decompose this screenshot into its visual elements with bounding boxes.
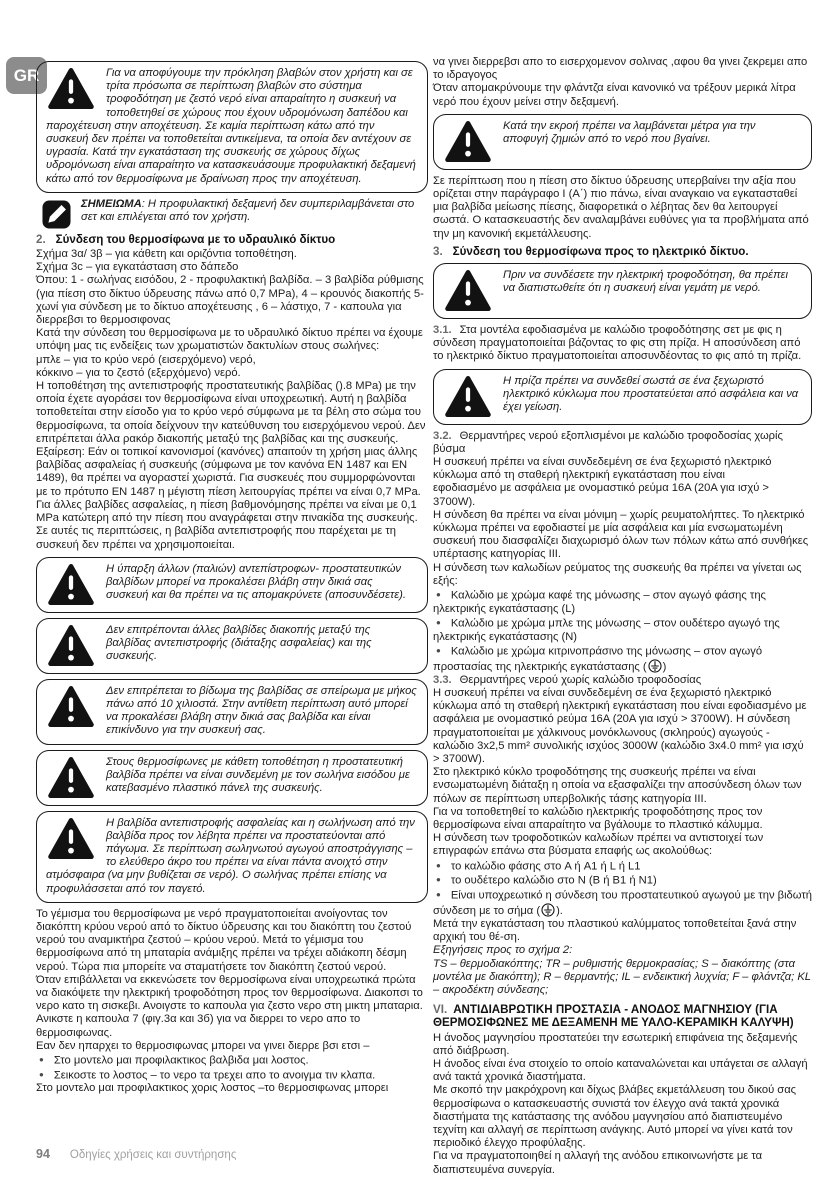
subsection-3-1 bbox=[433, 324, 812, 364]
warning-triangle-icon bbox=[48, 818, 94, 859]
list-item-text: Καλώδιο με χρώμα καφέ της μόνωσης – στον αγωγό φάσης της ηλεκτρικής εγκατάστασης (L) bbox=[433, 589, 766, 615]
list-item-text: Είναι υποχρεωτικό η σύνδεση του προστατευτικού αγωγού με την βιδωτή σύνδεση με το σήμα ( bbox=[433, 889, 813, 917]
section-3-title: Σύνδεση του θερμοσίφωνα προς το ηλεκτρικό δίκτυο. bbox=[452, 244, 749, 258]
subsection-3-3 bbox=[433, 674, 812, 687]
section-6-number: VI. bbox=[433, 1003, 448, 1017]
bullet-icon: ● bbox=[436, 590, 441, 600]
warning-box bbox=[36, 679, 428, 745]
pencil-icon bbox=[42, 200, 71, 229]
warning-triangle-icon bbox=[48, 757, 94, 798]
list-item bbox=[36, 1068, 428, 1083]
subsection-3-2-number: 3.2. bbox=[433, 429, 452, 442]
list-item-text: Στο μοντελο μαι προφιλακτικος βαλβιδα μαι λοστος. bbox=[53, 1054, 309, 1067]
paragraph: Για να τοποθετηθεί το καλώδιο ηλεκτρικής τροφοδότησης προς τον θερμοσίφωνα είναι απαραίτητο να βγάλουμε το πλαστικό κάλυμμα. bbox=[433, 805, 763, 832]
warning-triangle-icon bbox=[48, 625, 94, 666]
paragraph: Η τοποθέτηση της αντεπιστροφής προστατευτικής βαλβίδας ().8 MPa) με την οποία έχετε αγοράσει τον θερμοσίφωνα είναι υποχρεωτική. Αυτή η βαλβίδα τοποθετείται στην είσοδο για το κρύο νερό σύμφωνα με τα βέλη στο σώμα του θερμοσίφωνα, τα οποία δείχνουν την κατεύθυνση του εισερχόμενου νερού. Δεν επιτρέπεται άλλα ρακόρ διακοπής μεταξύ της βαλβίδας και της συσκευής. bbox=[36, 380, 426, 445]
list-item-text: το καλώδιο φάσης στο A ή A1 ή L ή L1 bbox=[450, 860, 641, 873]
warning-box bbox=[433, 263, 812, 319]
list-item bbox=[433, 644, 812, 674]
paragraph: Σε περίπτωση που η πίεση στο δίκτυο ύδρευσης υπερβαίνει την αξία που ορίζεται στην παράγραφο I (A΄) πιο πάνω, είναι αναγκαιο να εγκατασταθεί μια βαλβίδα μείωσης πίεσης, διαφορετικά ο λέβητας δεν θα λειτουργεί σωστά. Ο κατασκευαστής δεν αναλαμβάνει ευθύνες για τα προβλήματα από την μη κανονική εκμετάλλευσης. bbox=[433, 174, 809, 240]
paragraph: εφοδιασμένο με ασφάλεια με ονομαστικό ρεύμα 16A (20A για ισχύ > 3700W). bbox=[433, 482, 769, 508]
note-box bbox=[36, 198, 428, 229]
paragraph: Η σύνδεση θα πρέπει να είναι μόνιμη – χωρίς ρευματολήπτες. Το ηλεκτρικό κύκλωμα πρέπει να εφοδιαστεί με μία ασφάλεια και μία ενσωματωμένη συσκευή που διασφαλίζει διαχωρισμό όλων των πόλων κάτω από συνθήκες υπέρτασης κατηγορίας III. bbox=[433, 508, 809, 561]
warning-text: Για να αποφύγουμε την πρόκληση βλαβών στον χρήστη και σε τρίτα πρόσωπα σε περίπτωση βλαβών στο σύστημα τροφοδότηση με ζεστό νερό είναι απαραίτητο η συσκευή να τοποθετηθεί σε χώρους που έχουν υδρομόνωση δαπέδου και παροχέτευση στην αποχέτευση. Σε καμία περίπτωση κάτω από την συσκευή δεν πρέπει να τοποθετείται αντικείμενα, τα οποία δεν αντέχουν σε υγρασία. Κατά την εγκατάσταση της συσκευής σε χώρους δίχως υδρομόνωση είναι απαραίτητο να κατασκευάσουμε προφυλακτική δεξαμενή κάτω από τον θερμοσίφωνα με δραίνωση προς την αποχέτευση. bbox=[46, 67, 416, 185]
paragraph: Η άνοδος μαγνησίου προστατεύει την εσωτερική επιφάνεια της δεξαμενής από διάβρωση. bbox=[433, 1031, 798, 1057]
paragraph: Η συσκευή πρέπει να είναι συνδεδεμένη σε ένα ξεχωριστό ηλεκτρικό κύκλωμα από τη σταθερή ηλεκτρική εγκατάσταση που είναι εφοδιασμένο με ασφάλεια με ονομαστικό ρεύμα 16A (20A για ισχύ > 3700W). Η σύνδεση πραγματοποιείται με χάλκινους μονόκλωνους (σκληρούς) αγωγούς - καλώδιο 3x2,5 mm² συνολικής ισχύος 3000W (καλώδιο 3x4.0 mm² για ισχύ > 3700W). bbox=[433, 687, 807, 766]
warning-box bbox=[36, 557, 428, 613]
paragraph: Όταν επιβάλλεται να εκκενώσετε τον θερμοσίφωνα είναι υποχρεωτικά πρώτα να διακόψετε την ηλεκτρική τροφοδότηση προς τον θερμοσίφωνα. Διακοπσι το νερο κατο τη σισκεβι. Ανοιγστε το καπουλα για ζεστο νερο στη μικτη μπαταρια. Ανικστε η καπουλα 7 (φιγ.3α και 3б) για να διερρει το νερο απο το θερμοσιφωνας. bbox=[36, 973, 423, 1039]
warning-text: Η βαλβίδα αντεπιστροφής ασφαλείας και η σωλήνωση από την βαλβίδα προς τον λέβητα πρέπει να προστατεύονται από πάγωμα. Σε περίπτωση σωληνωτού αγωγού αποστράγγισης – το ελεύθερο άκρο του πρέπει να είναι πάντα ανοιχτό στην ατμόσφαιρα (να μην βυθίζεται σε νερό). Ο σωλήνας πρέπει επίσης να προφυλάσσεται από τον παγετό. bbox=[46, 816, 415, 895]
section-2-heading bbox=[36, 233, 428, 246]
section-3-heading bbox=[433, 245, 812, 258]
section-6-heading bbox=[433, 1003, 812, 1029]
paragraph: Όταν απομακρύνουμε την φλάντζα είναι κανονικό να τρέξουν μερικά λίτρα νερό που έχουν μείνει στην δεξαμενή. bbox=[433, 82, 796, 108]
paragraph: Κατά την σύνδεση του θερμοσίφωνα με το υδραυλικό δίκτυο πρέπει να έχουμε υπόψη μας τις ενδείξεις των χρωματιστών δακτυλίων στους σωλήνες: bbox=[36, 327, 423, 353]
warning-box bbox=[36, 61, 428, 193]
list-item-text: το ουδέτερο καλώδιο στο N (B ή B1 ή N1) bbox=[450, 874, 657, 887]
warning-box bbox=[433, 369, 812, 425]
left-column bbox=[36, 56, 428, 1096]
section-2-title: Σύνδεση του θερμοσίφωνα με το υδραυλικό δίκτυο bbox=[55, 232, 336, 246]
paragraph: Σχήμα 3α/ 3β – για κάθετη και οριζόντια τοποθέτηση. bbox=[36, 248, 297, 261]
paragraph: Με σκοπό την μακρόχρονη και δίχως βλάβες εκμετάλλευση του δικού σας θερμοσίφωνα ο κατασκευαστής συνιστά τον έλεγχο ανά τακτά χρονικά διαστήματα της κατάστασης της ανόδου μαγνησίου από διαπιστευμένο τεχνίτη και αλλαγή σε περίπτωση ανάγκης. Αυτό μπορεί να γίνει κατά τον περιοδικό έλεγχο προφύλαξης. bbox=[433, 1084, 797, 1150]
language-tab-label: GR bbox=[13, 65, 40, 85]
warning-text: Δεν επιτρέπονται άλλες βαλβίδες διακοπής μεταξύ της βαλβίδας αντεπιστροφής (διάταξης ασφαλείας) και της συσκευής. bbox=[106, 623, 372, 663]
figure-legend: TS – θερμοδιακόπτης; TR – ρυθμιστής θερμοκρασίας; S – διακόπτης (στα μοντέλα με διακόπτη); R – θερμαντής; IL – ενδεικτική λυχνία; F – φλάντζα; KL – ακροδέκτη σύνδεσης; bbox=[433, 957, 811, 996]
list-item bbox=[433, 588, 812, 616]
page-footer bbox=[36, 1148, 236, 1162]
list-item bbox=[433, 859, 812, 874]
warning-box bbox=[36, 618, 428, 674]
note-label: ΣΗΜΕΙΩΜΑ bbox=[81, 197, 142, 210]
warning-text: Η ύπαρξη άλλων (παλιών) αντεπίστροφων- προστατευτικών βαλβίδων μπορεί να προκαλέσει βλάβη στην δικιά σας συσκευή και θα πρέπει να τις απομακρύνετε (αποσυνδέσετε). bbox=[106, 562, 406, 602]
paragraph: Στο ηλεκτρικό κύκλο τροφοδότησης της συσκευής πρέπει να είναι ενσωματωμένη διάταξη η οποία να εξασφαλίζει την αποσύνδεση όλων των πόλων σε περίπτωση υπερβολικής τάσης κατηγορία III. bbox=[433, 766, 802, 805]
section-3-number: 3. bbox=[433, 244, 443, 258]
bullet-icon: ● bbox=[436, 875, 441, 885]
warning-triangle-icon bbox=[48, 68, 94, 109]
paragraph: να γινει διερρεβσι απο το εισερχομενον σολινας ,αφου θα γινει ζεκρεμει απο το ιδραγογος bbox=[433, 56, 808, 82]
paragraph: μπλε – για το κρύο νερό (εισερχόμενο) νερό, bbox=[36, 353, 256, 366]
bullet-icon: ● bbox=[436, 645, 441, 655]
section-2-number: 2. bbox=[36, 232, 46, 246]
paragraph: Η άνοδος είναι ένα στοιχείο το οποίο καταναλώνεται και υπάγεται σε αλλαγή ανά τακτά χρονικά διαστήματα. bbox=[433, 1057, 808, 1084]
subsection-3-2 bbox=[433, 430, 812, 456]
paragraph: Το γέμισμα του θερμοσίφωνα με νερό πραγματοποιείται ανοίγοντας τον διακόπτη κρύου νερού από το δίκτυο ύδρευσης και του διακόπτη του ζεστού νερού του αναμικτήρα ζεστού – κρύου νερού. Μετά το γέμισμα του θερμοσίφωνα από τη μπαταρία ανάμιξης πρέπει να τρέχει αδιάκοπη δέσμη νερού. Τώρα πια μπορείτε να σταματήσετε τον διακόπτη ζεστού νερού. bbox=[36, 907, 412, 973]
warning-box bbox=[36, 750, 428, 806]
list-item-text: Καλώδιο με χρώμα μπλε της μόνωσης – στον ουδέτερο αγωγό της ηλεκτρικής εγκατάστασης (N) bbox=[433, 617, 780, 643]
warning-triangle-icon bbox=[445, 270, 491, 311]
warning-box bbox=[36, 811, 428, 903]
paragraph: Μετά την εγκατάσταση του πλαστικού καλύμματος τοποθετείται ξανά στην αρχική του θέ-ση. bbox=[433, 917, 797, 944]
subsection-3-3-number: 3.3. bbox=[433, 673, 452, 686]
list-item-text: Σεικοστε το λοστος – το νερο τα τρεχει απο το ανοιγμα τιν κλαπα. bbox=[53, 1069, 376, 1082]
page-number: 94 bbox=[36, 1147, 50, 1161]
paragraph: Εξαίρεση: Εάν οι τοπικοί κανονισμοί (κανόνες) απαιτούν τη χρήση μιας άλλης βαλβίδας ασφαλείας ή συσκευής (σύμφωνα με τον κανόνα EN 1487 και EN 1489), θα πρέπει να αγοραστεί χωριστά. Για συσκευές που συμμορφώνονται με το πρότυπο EN 1487 η μέγιστη πίεση λειτουργίας πρέπει να είναι 0,7 MPa. Για άλλες βαλβίδες ασφαλείας, η πίεση βαθμονόμησης πρέπει να είναι με 0,1 MPa κατώτερη από την πίεση που αναγράφεται στην πινακίδα της συσκευής. Σε αυτές τις περιπτώσεις, η βαλβίδα αντεπιστροφής που παρέχεται με τη συσκευή δεν πρέπει να χρησιμοποιείται. bbox=[36, 446, 421, 551]
paragraph: Η σύνδεση των καλωδίων ρεύματος της συσκευής θα πρέπει να γίνεται ως εξής: bbox=[433, 561, 802, 587]
footer-text: Οδηγίες χρήσεις και συντήρησης bbox=[69, 1149, 237, 1161]
note-text: : Η προφυλακτική δεξαμενή δεν συμπεριλαμβάνεται στο σετ και επιλέγεται από τον χρήστη. bbox=[81, 197, 415, 224]
list-item bbox=[433, 616, 812, 644]
list-item bbox=[433, 888, 812, 918]
paragraph: Στο μοντελο μαι προφιλακτικος χορις λοστος –το θερμοσιφωνας μπορει bbox=[36, 1082, 389, 1095]
earth-ground-icon bbox=[648, 659, 662, 673]
warning-triangle-icon bbox=[48, 564, 94, 605]
bullet-icon: ● bbox=[436, 617, 441, 627]
warning-text: Κατά την εκροή πρέπει να λαμβάνεται μέτρα για την αποφυγή ζημιών από το νερό που βγαίνει. bbox=[503, 119, 756, 146]
paragraph: Η συσκευή πρέπει να είναι συνδεδεμένη σε ένα ξεχωριστό ηλεκτρικό κύκλωμα από τη σταθερή ηλεκτρική εγκατάσταση που είναι bbox=[433, 456, 772, 482]
warning-box bbox=[433, 114, 812, 170]
subsection-3-1-number: 3.1. bbox=[433, 324, 452, 337]
list-item bbox=[433, 873, 812, 888]
section-6-title: ΑΝΤΙΔΙΑΒΡΩΤΙΚΗ ΠΡΟΣΤΑΣΙΑ - ΑΝΟΔΟΣ ΜΑΓΝΗΣΙΟΥ (ΓΙΑ ΘΕΡΜΟΣΙΦΩΝΕΣ ΜΕ ΔΕΞΑΜΕΝΗ ΜΕ ΥΑΛΟ-ΚΕΡΑΜΙΚΗ ΚΑΛΥΨΗ) bbox=[433, 1003, 794, 1030]
warning-text: Στους θερμοσίφωνες με κάθετη τοποθέτηση η προστατευτική βαλβίδα πρέπει να είναι συνδεμένη με τον σωλήνα εισόδου με κατεβασμένο πλαστικό πάνελ της συσκευής. bbox=[106, 755, 410, 794]
right-column bbox=[433, 56, 812, 1177]
paragraph: Η σύνδεση των τροφοδοτικών καλωδίων πρέπει να αντιστοιχεί των επιγραφών επάνω στα βύσματα επαφής ως ακολούθως: bbox=[433, 832, 764, 858]
subsection-3-3-lead: Θερμαντήρες νερού χωρίς καλώδιο τροφοδοσίας bbox=[459, 673, 702, 686]
warning-triangle-icon bbox=[445, 376, 491, 417]
bullet-icon: ● bbox=[39, 1069, 44, 1079]
list-item-text: ) bbox=[662, 660, 667, 673]
bullet-icon: ● bbox=[39, 1054, 44, 1064]
bullet-icon: ● bbox=[436, 860, 441, 870]
paragraph: Σχήμα 3c – για εγκατάσταση στο δάπεδο bbox=[36, 261, 239, 274]
subsection-3-2-lead: Θερμαντήρες νερού εξοπλισμένοι με καλώδιο τροφοδοσίας χωρίς βύσμα bbox=[433, 429, 783, 455]
paragraph: Για να πραγματοποιηθεί η αλλαγή της ανόδου επικοινωνήστε με τα διαπιστευμένα συνεργία. bbox=[433, 1150, 763, 1176]
warning-text: Η πρίζα πρέπει να συνδεθεί σωστά σε ένα ξεχωριστό ηλεκτρικό κύκλωμα που προστατεύεται από ασφάλεια και να έχει γείωση. bbox=[503, 374, 799, 414]
subsection-3-1-text: Στα μοντέλα εφοδιασμένα με καλώδιο τροφοδότησης σετ με φις η σύνδεση πραγματοποιείται βάζοντας το φις στη πρίζα. Η αποσύνδεση από το ηλεκτρικό δίκτυο πραγματοποιείται αποσυνδέοντας το φις από τη πρίζα. bbox=[433, 324, 802, 363]
list-item-text: ). bbox=[556, 904, 563, 917]
earth-ground-icon bbox=[541, 903, 555, 917]
figure-legend-intro: Εξηγήσεις προς το σχήμα 2: bbox=[433, 944, 573, 957]
paragraph: Όπου: 1 - σωλήνας εισόδου, 2 - προφυλακτική βαλβίδα. – 3 βαλβίδα ρύθμισης (για πίεση στο δίκτυο ύδρευσης πάνω από 0,7 MPa), 4 – κρουνός διακοπής 5- χωνί για σύνδεση με το δίκτυο αποχέτευσης , 6 – λάστιχο, 7 - καπουλα για διερρεβσι το θερμοσιφονας bbox=[36, 274, 424, 327]
list-item-text: Καλώδιο με χρώμα κιτρινοπράσινο της μόνωσης – στον αγωγό προστασίας της ηλεκτρικής εγκατάστασης ( bbox=[433, 645, 763, 673]
warning-triangle-icon bbox=[445, 121, 491, 162]
warning-text: Δεν επιτρέπεται το βίδωμα της βαλβίδας σε σπείρωμα με μήκος πάνω από 10 χιλιοστά. Στην αντίθετη περίπτωση αυτό μπορεί να προκαλέσει βλάβη στην δικιά σας βαλβίδα και είναι επικίνδυνο για την συσκευή σας. bbox=[106, 684, 417, 737]
warning-triangle-icon bbox=[48, 686, 94, 727]
paragraph: Εαν δεν ηπαρχει το θερμοσιφωνας μπορει να γινει διερρε βσι ετσι – bbox=[36, 1039, 370, 1052]
bullet-icon: ● bbox=[436, 890, 441, 900]
warning-text: Πριν να συνδέσετε την ηλεκτρική τροφοδότηση, θα πρέπει να διαπιστωθείτε ότι η συσκευή είναι γεμάτη με νερό. bbox=[503, 269, 788, 295]
list-item bbox=[36, 1053, 428, 1068]
paragraph: κόκκινο – για το ζεστό (εξερχόμενο) νερό. bbox=[36, 366, 241, 379]
